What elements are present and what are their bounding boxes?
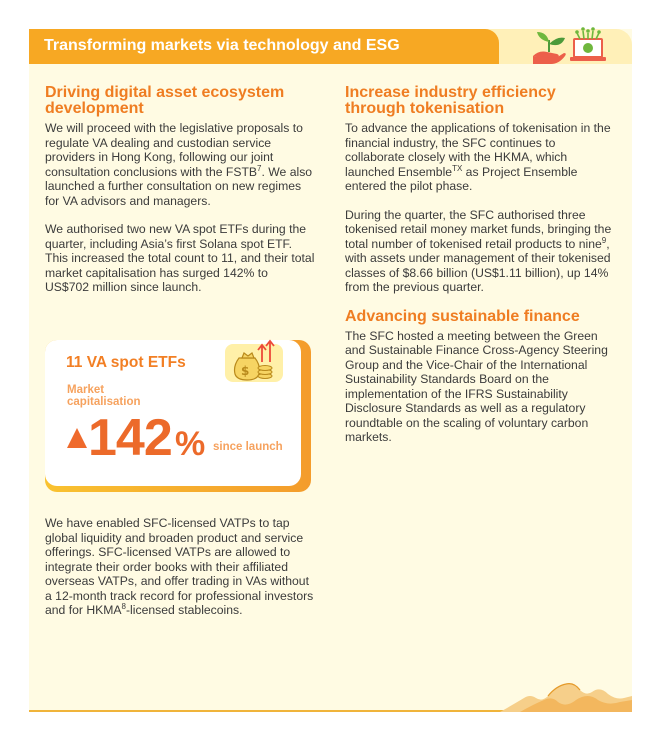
paragraph-sustainable: The SFC hosted a meeting between the Green and Sustainable Finance Cross-Agency Steering Group and the Vice-Chair of the International Sustainability Standards Board on the implementation of the IFRS Sustainability Disclosure Standards as well as a regulatory roundtable on the scaling of voluntary carbon markets. <box>345 328 608 444</box>
paragraph-text: . We also launched a further consultation on new regimes for VA advisors and managers. <box>45 164 313 208</box>
footnote-ref-7: 7 <box>257 163 262 173</box>
paragraph-money-market <box>345 208 615 295</box>
paragraph-text: During the quarter, the SFC authorised three tokenised retail money market funds, bringing the total number of tokenised retail products to nine <box>345 207 612 251</box>
superscript-tx: TX <box>452 163 463 173</box>
card-note: since launch <box>213 441 283 453</box>
heading-digital-asset: Driving digital asset ecosystem development <box>45 84 285 117</box>
paragraph-vatps <box>45 516 315 618</box>
paragraph-legislative <box>45 121 315 208</box>
up-arrow-icon <box>67 428 87 448</box>
paragraph-text: -licensed stablecoins. <box>126 603 243 617</box>
card-value: 142 <box>88 409 172 467</box>
card-percent-sign: % <box>175 425 206 463</box>
svg-text:$: $ <box>241 364 250 378</box>
card-title: 11 VA spot ETFs <box>66 354 186 371</box>
plant-hand-icon <box>529 26 569 66</box>
hills-decoration <box>500 676 632 712</box>
laptop-network-icon <box>567 25 609 65</box>
card-label: Market capitalisation <box>67 384 141 408</box>
paragraph-text: To advance the applications of tokenisation in the financial industry, the SFC continues to collaborate closely with the HKMA, which launched Ensemble <box>345 121 611 179</box>
footnote-ref-9: 9 <box>601 235 607 245</box>
paragraph-text: We have enabled SFC-licensed VATPs to tap global liquidity and broaden product and service offerings. SFC-licensed VATPs are allowed to integrate their order books with their affiliated overseas VATPs, and offer trading in VAs without a 12-month track record for professional investors and for HKMA <box>45 516 314 617</box>
heading-sustainable-finance: Advancing sustainable finance <box>345 307 580 325</box>
right-column <box>345 85 615 445</box>
paragraph-text: We will proceed with the legislative proposals to regulate VA dealing and custodian service providers in Hong Kong, following our joint consultation conclusions with the FSTB <box>45 121 303 179</box>
paragraph-tokenisation <box>345 121 615 194</box>
footnote-ref-8: 8 <box>121 601 126 611</box>
paragraph-etfs: We authorised two new VA spot ETFs during the quarter, including Asia’s first Solana spot ETF. This increased the total count to 11, and their total market capitalisation has surged 142% to US$702 million since launch. <box>45 222 315 294</box>
left-column-bottom <box>45 516 315 618</box>
etf-stat-card <box>45 340 311 492</box>
money-bag-growth-icon <box>225 338 283 382</box>
paragraph-text: , with assets under management of their tokenised classes of $8.66 billion (US$1.11 billion), up 14% from the previous quarter. <box>345 236 611 294</box>
page-title: Transforming markets via technology and ESG <box>44 37 400 54</box>
paragraph-text: as Project Ensemble entered the pilot phase. <box>345 164 578 193</box>
left-column <box>45 85 315 295</box>
heading-tokenisation: Increase industry efficiency through tokenisation <box>345 84 556 117</box>
